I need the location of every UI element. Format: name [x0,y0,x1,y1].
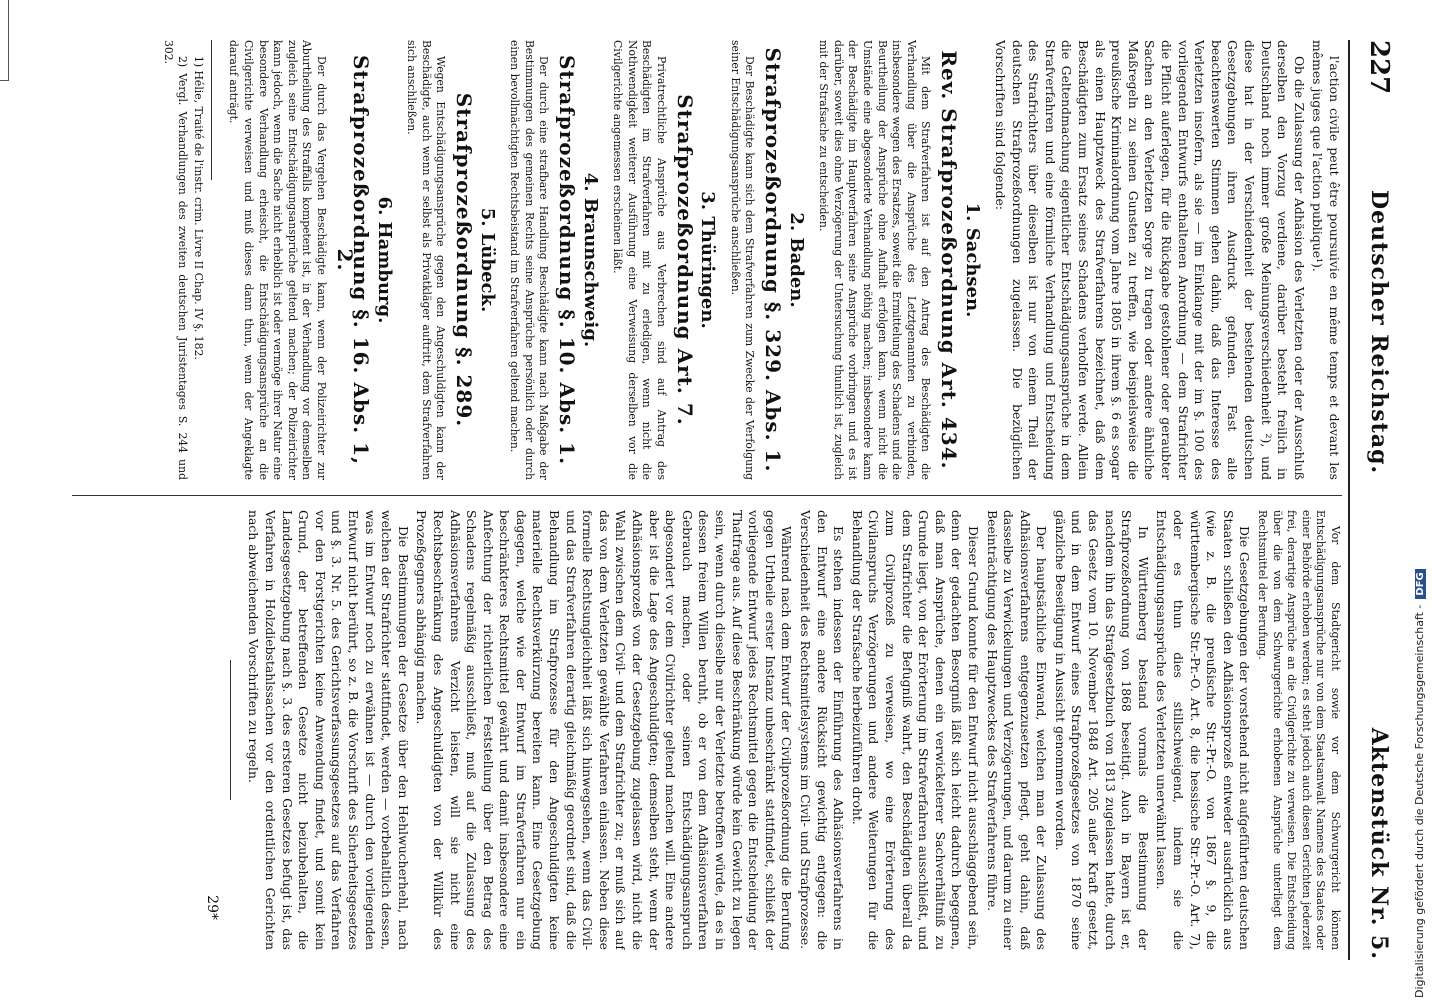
footnote: 1) Hélie, Traité de l'instr. crim. Livre II Chap. IV §. 182. [191,56,205,360]
paragraph: Ob die Zulassung der Adhäsion des Verletzten oder der Ausschluß derselben den Vorzug verdiene, darüber besteht freilich in Deutschland noch immer große Meinungsverschiedenheit ²), und diese hat in der Verschiedenheit der bestehenden deutschen Gesetzgebungen ihren Ausdruck gefunden. Fast alle beachtenswerten Stimmen gehen dahin, daß das Interesse des Verletzten insofern, als sie — im Einklange mit der im §. 100 des vorliegenden Entwurfs enthaltenen Anordnung — dem Strafrichter die Pflicht auferlegen, für die Rückgabe gestohlener oder geraubter Sachen an den Verletzten Sorge zu tragen oder andere ähnliche Maßregeln zu seinen Gunsten zu treffen, wie beispielsweise die preußische Kriminalordnung vom Jahre 1805 in ihrem §. 6 es sogar als einen Hauptzweck des Strafverfahrens bezeichnet, daß dem Beschädigten zum Ersatz seines Schadens verholfen werde. Allein die Geltendmachung eigentlicher Entschädigungsansprüche in dem Strafverfahren und eine förmliche Verhandlung und Entscheidung des Strafrichters über dieselben ist nur von einem Theil der deutschen Strafprozeßordnungen zugelassen. Die bezüglichen Vorschriften sind folgende: [993,40,1307,480]
dfg-logo-badge: DFG [1415,569,1426,598]
footnote: 2) Vergl. Verhandlungen des zweiten deutschen Juristentages S. 244 und 302. [161,40,189,480]
section-heading-hamburg: 6. Hamburg. [373,196,395,324]
column-divider [72,495,1342,496]
credit-text: Digitalisierung gefördert durch die Deutsche Forschungsgemeinschaft - [1413,604,1426,998]
digitization-credit [1413,569,1426,998]
section-text: Privatrechtliche Ansprüche aus Verbrechen sind auf Antrag des Beschädigten im Strafverfahren mit zu erledigen, wenn nicht die Nothwendigkeit weiterer Ausführung eine Verweisung derselben vor die Civilgerichte angemessen erscheinen läßt. [611,40,669,480]
section-heading-sachsen: 1. Sachsen. [961,202,983,318]
scanned-page [60,40,1400,960]
section-law-title: Strafprozeßordnung §. 10. Abs. 1. [555,54,580,466]
section-law-title: Rev. Strafprozeßordnung Art. 434. [936,50,961,470]
paragraph: l'action civile peut être poursuivie en même temps et devant les mêmes juges que l'action publique¹). [1310,40,1342,480]
section-text: Der Beschädigte kann sich dem Strafverfahren zum Zwecke der Verfolgung seiner Entschädigungsansprüche anschließen. [728,40,757,480]
section-law-title: Strafprozeßordnung §. 289. [452,92,477,428]
footnote-rule [211,40,212,180]
header-right-title: Aktenstück Nr. 5. [1366,727,1392,960]
right-column [72,510,1342,950]
paragraph: Die Bestimmungen der Gesetze über den Hehlwucherhehl, nach welchen der Strafrichter stattfindet, werden — vorbehaltlich dessen, was im Entwurf noch zu erwähnen ist — durch den vorliegenden Entwurf nicht berührt, so z. B. die Vorschrift des Sicherheitsgesetzes und §. 3. Nr. 5. des Gerichtsverfassungsgesetzes auf das Verfahren vor den Forstgerichten keine Anwendung findet, und somit kein Grund, der betreffenden Gesetze nicht beizubehalten, die Landesgesetzgebung nach §. 3. des ersteren Gesetzes befugt ist, das Verfahren in Holzdiebstahlssachen vor den ordentlichen Gerichten nach abweichenden Vorschriften zu regeln. [246,510,411,950]
section-end-rule [230,660,231,800]
page-edge-mark [0,0,9,81]
paragraph: Der hauptsächliche Einwand, welchen man der Zulassung des Adhäsionsverfahrens entgegenzusetzen pflegt, geht dahin, daß dasselbe zu Verwickelungen und Verzögerungen, und darum zu einer Beeinträchtigung des Hauptzweckes des Strafverfahrens führe. [984,510,1050,950]
section-law-title: Strafprozeßordnung §. 329. Abs. 1. [761,47,785,473]
signature-mark: 29* [203,895,220,920]
section-heading-luebeck: 5. Lübeck. [476,207,498,313]
section-law-title: Strafprozeßordnung §. 16. Abs. 1, 2. [332,54,374,466]
section-heading-braunschweig: 4. Braunschweig. [579,172,601,348]
page-number: 227 [1364,40,1394,95]
section-law-title: Strafprozeßordnung Art. 7. [672,94,697,426]
header-left-title: Deutscher Reichstag. [1366,190,1392,475]
left-column [72,40,1342,480]
paragraph: Die Gesetzgebungen der vorstehend nicht aufgeführten deutschen Staaten schließen den Adhäsionsprozeß entweder ausdrücklich aus (wie z. B. die preußische Str.-Pr.-O. von 1867 §. 9, die württembergische Str.-Pr.-O. Art. 8, die hessische Str.-Pr.-O. Art. 7), oder es thun dies stillschweigend, indem sie die Entschädigungsansprüche des Verletzten unerwähnt lassen. [1154,510,1253,950]
section-heading-thueringen: 3. Thüringen. [697,191,719,329]
paragraph: In Württemberg bestand vormals die Bestimmung der Strafprozeßordnung von 1868 beseitigt. Auch in Bayern ist er, nachdem ihn das Strafgesetzbuch von 1813 zugelassen hatte, durch das Gesetz vom 10. November 1848 Art. 205 außer Kraft gesetzt, und in dem Entwurf eines Strafprozeßgesetzes von 1870 seine gänzliche Beseitigung in Aussicht genommen worden. [1052,510,1151,950]
section-text: Mit dem Strafverfahren ist auf den Antrag des Beschädigten die Verhandlung über die Ansprüche des Letztgenannten zu verbinden, insbesondere wegen des Ersatzes, soweit die Ermittelung des Schadens und die Beurtheilung der Ansprüche ohne Aufhalt erfolgen kann, wenn nicht die Umstände eine abgesonderte Verhandlung nöthig machen; insbesondere kann der Beschädigte im Hauptverfahren seine Ansprüche vorbringen und es ist darüber, soweit dies ohne Verzögerung der Untersuchung thunlich ist, zugleich mit der Strafsache zu entscheiden. [817,40,933,480]
section-text: Wegen Entschädigungsansprüche gegen den Angeschuldigten kann der Beschädigte, auch wenn er selbst als Privatkläger auftritt, dem Strafverfahren sich anschließen. [405,40,448,480]
section-text: Der durch eine strafbare Handlung Beschädigte kann nach Maßgabe der Bestimmungen des gemeinen Rechts seine Ansprüche persönlich oder durch einen bevollmächtigten Rechtsbeistand im Strafverfahren geltend machen. [508,40,551,480]
section-text: Der durch das Vergehen Beschädigte kann, wenn der Polizeirichter zur Aburtheilung des Straffalls kompetent ist, in der Verhandlung vor demselben zugleich seine Entschädigungsansprüche geltend machen; der Polizeirichter kann jedoch, wenn die Sache nicht erheblich ist oder vermöge ihrer Natur eine besondere Verhandlung erheischt, die Entschädigungsansprüche an die Civilgerichte verweisen und muß dieses dann thun, wenn der Angeklagte darauf anträgt. [227,40,328,480]
paragraph: Es stehen indessen der Einführung des Adhäsionsverfahrens in den Entwurf eine andere Rücksicht gewichtig entgegen: die Verschiedenheit des Rechtsmittelsystems im Civil- und Strafprozesse. [798,510,847,950]
section-heading-baden: 2. Baden. [785,212,807,308]
paragraph: Während nach dem Entwurf der Civilprozeßordnung die Berufung gegen Urtheile erster Instanz unbeschränkt stattfindet, schließt der vorliegende Entwurf jedes Rechtsmittel gegen die Entscheidung der Thatfrage aus. Auf diese Beschränkung würde kein Gewicht zu legen sein, wenn durch dieselbe nur der Verletzte betroffen würde, da es in dessen freiem Willen beruht, ob er von dem Adhäsionsverfahren Gebrauch machen, oder seinen Entschädigungsanspruch abgesondert vor dem Civilrichter geltend machen will. Eine andere aber ist die Lage des Angeschuldigten; demselben steht, wenn der Adhäsionsprozeß von der Gesetzgebung zugelassen wird, nicht die Wahl zwischen dem Civil- und dem Strafrichter zu; er muß sich auf das von dem Verletzten gewählte Verfahren einlassen. Neben diese formelle Rechtsungleichheit läßt sich hinwegsehen, wenn das Civil- und das Strafverfahren derartig gleichmäßig geordnet sind, daß die Behandlung im Strafprozesse für den Angeschuldigten keine materielle Rechtsverkürzung bereiten kann. Eine Gesetzgebung dagegen, welche wie der Entwurf im Strafverfahren nur ein beschränkteres Rechtsmittel gewährt und damit insbesondere eine Anfechtung der richterlichen Feststellung über den Betrag des Schadens regelmäßig ausschließt, muß auf die Zulassung des Adhäsionsverfahrens Verzicht leisten, will sie nicht eine Rechtsbeschränkung des Angeschuldigten von der Willkür des Prozeßgegners abhängig machen. [414,510,795,950]
paragraph: Dieser Grund konnte für den Entwurf nicht ausschlaggebend sein, denn der gedachten Besorgniß läßt sich leicht dadurch begegnen, daß man Ansprüche, denen ein verwickelterer Sachverhältniß zu Grunde liegt, von der Erörterung im Strafverfahren ausschließt, und dem Strafrichter die Befugniß wahrt, den Beschädigten überall da zum Civilprozeß zu verweisen, wo eine Erörterung des Civilanspruchs Verzögerungen und andere Weiterungen für die Behandlung der Strafsache herbeizuführen droht. [849,510,981,950]
paragraph: Vor dem Stadtgericht sowie vor dem Schwurgericht können Entschädigungsansprüche nur von dem Staatsanwalt Namens des Staates oder einer Behörde erhoben werden; es steht jedoch auch diesen Gerichten jederzeit frei, derartige Ansprüche an die Civilgerichte zu verweisen. Die Entscheidung über die von dem Schwurgerichte erhobenen Ansprüche unterliegt dem Rechtsmittel der Berufung. [1256,510,1342,950]
page-header [1348,40,1400,960]
